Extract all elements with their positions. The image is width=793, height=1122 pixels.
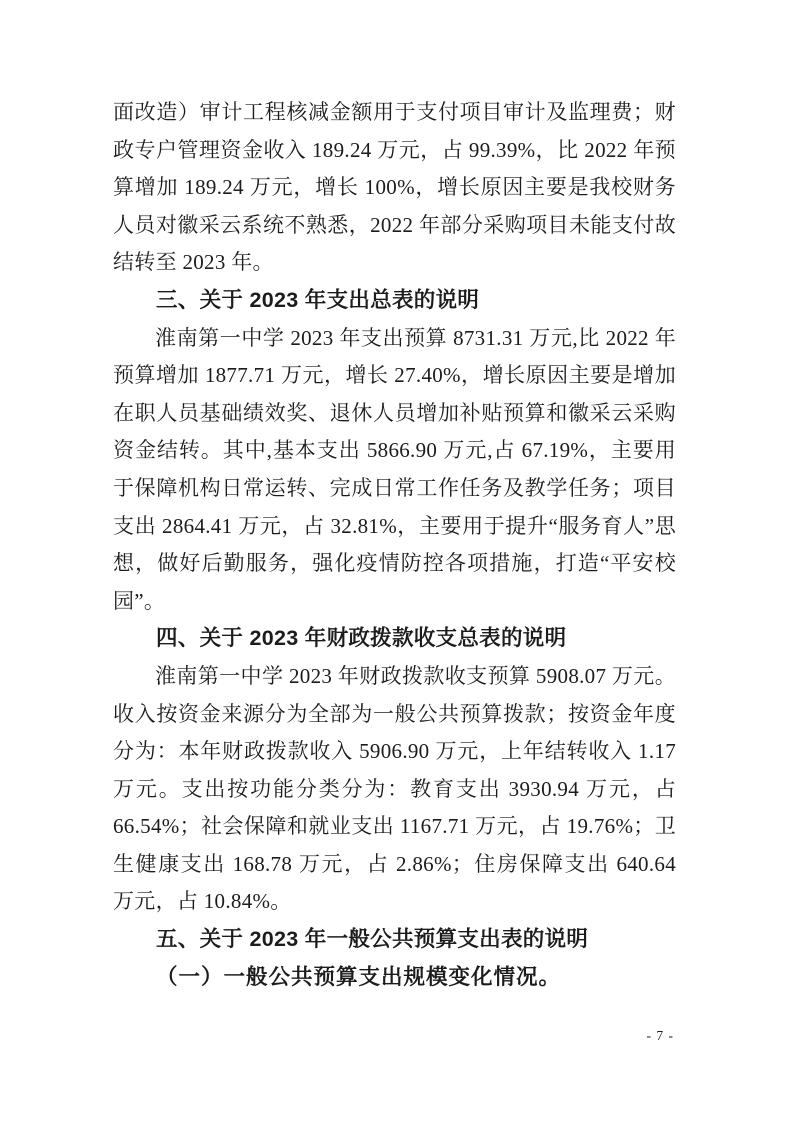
paragraph-income-continuation: 面改造）审计工程核减金额用于支付项目审计及监理费；财政专户管理资金收入 189.24 万元，占 99.39%，比 2022 年预算增加 189.24 万元，增长 100%，增长原因主要是我校财务人员对徽采云系统不熟悉，2022 年部分采购项目未能支付故结转至 2023 年。 (113, 100, 676, 275)
paragraph-fiscal-allocation: 淮南第一中学 2023 年财政拨款收支预算 5908.07 万元。收入按资金来源分为全部为一般公共预算拨款；按资金年度分为：本年财政拨款收入 5906.90 万元，上年结转收入 1.17 万元。支出按功能分类分为：教育支出 3930.94 万元，占 66.54%；社会保障和就业支出 1167.71 万元，占 19.76%；卫生健康支出 168.78 万元，占 2.86%；住房保障支出 640.64 万元，占 10.84%。 (113, 663, 676, 914)
heading-section-5-general-public-budget: 五、关于 2023 年一般公共预算支出表的说明 (156, 927, 589, 952)
document-content (113, 94, 676, 996)
heading-section-3-expenditure-summary: 三、关于 2023 年支出总表的说明 (156, 287, 480, 312)
heading-section-4-fiscal-allocation: 四、关于 2023 年财政拨款收支总表的说明 (156, 626, 567, 651)
paragraph-expenditure-summary: 淮南第一中学 2023 年支出预算 8731.31 万元,比 2022 年预算增加 1877.71 万元，增长 27.40%，增长原因主要是增加在职人员基础绩效奖、退休人员增加补贴预算和徽采云采购资金结转。其中,基本支出 5866.90 万元,占 67.19%，主要用于保障机构日常运转、完成日常工作任务及教学任务；项目支出 2864.41 万元，占 32.81%，主要用于提升“服务育人”思想，做好后勤服务，强化疫情防控各项措施，打造“平安校园”。 (113, 325, 676, 613)
page-number: - 7 - (646, 1028, 674, 1043)
subheading-budget-scale-change: （一）一般公共预算支出规模变化情况。 (156, 964, 562, 989)
